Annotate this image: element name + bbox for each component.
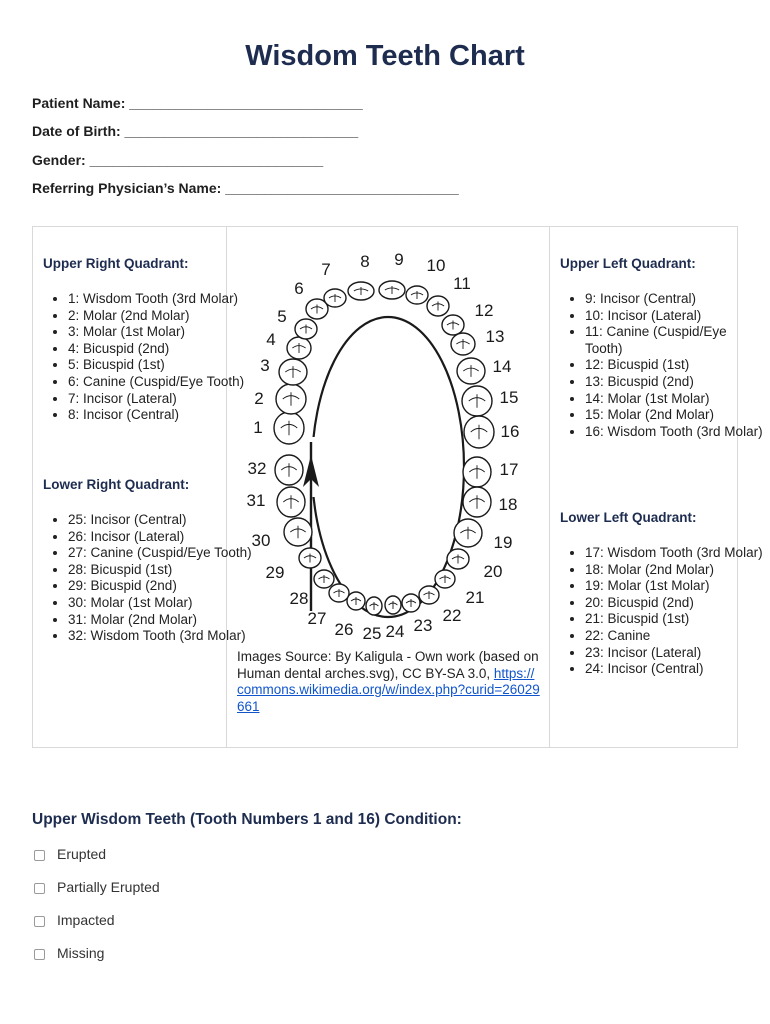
tooth-number-label: 5 xyxy=(277,307,287,326)
list-item: • 25: Incisor (Central) xyxy=(68,512,253,529)
list-item: • 14: Molar (1st Molar) xyxy=(585,391,765,408)
tooth-number-label: 24 xyxy=(385,622,405,641)
lower-left-heading: Lower Left Quadrant: xyxy=(560,510,697,525)
tooth-number-label: 23 xyxy=(413,616,433,635)
tooth-number-label: 7 xyxy=(321,260,331,279)
list-item: • 5: Bicuspid (1st) xyxy=(68,357,253,374)
list-item: • 13: Bicuspid (2nd) xyxy=(585,374,765,391)
tooth-number-label: 27 xyxy=(307,609,327,628)
list-item: • 7: Incisor (Lateral) xyxy=(68,391,253,408)
list-item: • 1: Wisdom Tooth (3rd Molar) xyxy=(68,291,253,308)
partially-erupted-checkbox[interactable] xyxy=(34,883,45,894)
option-label: Impacted xyxy=(57,912,115,928)
tooth-number-label: 25 xyxy=(362,624,382,643)
tooth-number-label: 14 xyxy=(492,357,512,376)
tooth-number-label: 10 xyxy=(426,256,446,275)
list-item: • 4: Bicuspid (2nd) xyxy=(68,341,253,358)
lower-left-list xyxy=(550,545,765,678)
list-item: • 12: Bicuspid (1st) xyxy=(585,357,765,374)
teeth-reference-table xyxy=(32,226,763,748)
list-item: • 8: Incisor (Central) xyxy=(68,407,253,424)
tooth-number-label: 11 xyxy=(453,274,471,293)
tooth-number-label: 9 xyxy=(394,250,404,269)
list-item: • 28: Bicuspid (1st) xyxy=(68,562,253,579)
option-label: Partially Erupted xyxy=(57,879,160,895)
erupted-checkbox[interactable] xyxy=(34,850,45,861)
list-item: • 6: Canine (Cuspid/Eye Tooth) xyxy=(68,374,253,391)
image-source-note xyxy=(237,649,541,715)
tooth-number-label: 1 xyxy=(253,418,263,437)
list-item: • 15: Molar (2nd Molar) xyxy=(585,407,765,424)
option-label: Erupted xyxy=(57,846,107,862)
list-item: • 22: Canine xyxy=(585,628,765,645)
tooth-number-label: 3 xyxy=(260,356,270,375)
tooth-number-label: 26 xyxy=(334,620,354,639)
list-item: • 19: Molar (1st Molar) xyxy=(585,578,765,595)
option-label: Missing xyxy=(57,945,105,961)
upper-right-heading: Upper Right Quadrant: xyxy=(43,256,189,271)
list-item: • 11: Canine (Cuspid/Eye Tooth) xyxy=(585,324,765,357)
upper-left-heading: Upper Left Quadrant: xyxy=(560,256,696,271)
list-item: • 21: Bicuspid (1st) xyxy=(585,611,765,628)
impacted-checkbox[interactable] xyxy=(34,916,45,927)
list-item: • 30: Molar (1st Molar) xyxy=(68,595,253,612)
gender-field[interactable]: Gender: ______________________________ xyxy=(32,152,324,168)
tooth-number-label: 2 xyxy=(254,389,264,408)
list-item: • 26: Incisor (Lateral) xyxy=(68,529,253,546)
tooth-number-label: 30 xyxy=(251,531,271,550)
tooth-number-label: 15 xyxy=(499,388,519,407)
list-item: • 2: Molar (2nd Molar) xyxy=(68,308,253,325)
list-item: • 24: Incisor (Central) xyxy=(585,661,765,678)
tooth-number-label: 22 xyxy=(442,606,462,625)
lower-right-heading: Lower Right Quadrant: xyxy=(43,477,190,492)
upper-right-list xyxy=(33,291,253,424)
image-source-text: Images Source: By Kaligula - Own work (based on Human dental arches.svg), CC BY-SA 3.0, xyxy=(237,649,539,681)
tooth-number-label: 8 xyxy=(360,252,370,271)
patient-name-field[interactable]: Patient Name: ______________________________ xyxy=(32,95,363,111)
tooth-number-label: 32 xyxy=(247,459,267,478)
lower-right-list xyxy=(33,512,253,645)
date-of-birth-field[interactable]: Date of Birth: ______________________________ xyxy=(32,123,359,139)
list-item: • 18: Molar (2nd Molar) xyxy=(585,562,765,579)
referring-physician-field[interactable]: Referring Physician’s Name: ______________________________ xyxy=(32,180,459,196)
list-item: • 16: Wisdom Tooth (3rd Molar) xyxy=(585,424,765,441)
tooth-number-label: 6 xyxy=(294,279,304,298)
tooth-number-label: 19 xyxy=(493,533,513,552)
tooth-number-label: 20 xyxy=(483,562,503,581)
list-item: • 9: Incisor (Central) xyxy=(585,291,765,308)
upper-left-list xyxy=(550,291,765,440)
list-item: • 27: Canine (Cuspid/Eye Tooth) xyxy=(68,545,253,562)
list-item: • 23: Incisor (Lateral) xyxy=(585,645,765,662)
tooth-number-label: 12 xyxy=(474,301,494,320)
tooth-number-label: 21 xyxy=(465,588,485,607)
tooth-number-label: 13 xyxy=(485,327,505,346)
list-item: • 29: Bicuspid (2nd) xyxy=(68,578,253,595)
tooth-number-label: 4 xyxy=(266,330,276,349)
list-item: • 31: Molar (2nd Molar) xyxy=(68,612,253,629)
dental-arch-diagram xyxy=(227,227,549,647)
condition-section-title: Upper Wisdom Teeth (Tooth Numbers 1 and 16) Condition: xyxy=(32,811,462,828)
tooth-number-label: 16 xyxy=(500,422,520,441)
list-item: • 3: Molar (1st Molar) xyxy=(68,324,253,341)
tooth-number-label: 29 xyxy=(265,563,285,582)
page-title: Wisdom Teeth Chart xyxy=(245,40,525,72)
list-item: • 17: Wisdom Tooth (3rd Molar) xyxy=(585,545,765,562)
list-item: • 32: Wisdom Tooth (3rd Molar) xyxy=(68,628,253,645)
tooth-number-label: 18 xyxy=(498,495,518,514)
missing-checkbox[interactable] xyxy=(34,949,45,960)
image-source-link[interactable]: https://commons.wikimedia.org/w/index.php?curid=26029661 xyxy=(237,665,540,714)
tooth-number-label: 17 xyxy=(499,460,519,479)
list-item: • 10: Incisor (Lateral) xyxy=(585,308,765,325)
list-item: • 20: Bicuspid (2nd) xyxy=(585,595,765,612)
tooth-number-label: 28 xyxy=(289,589,309,608)
tooth-number-label: 31 xyxy=(246,491,266,510)
